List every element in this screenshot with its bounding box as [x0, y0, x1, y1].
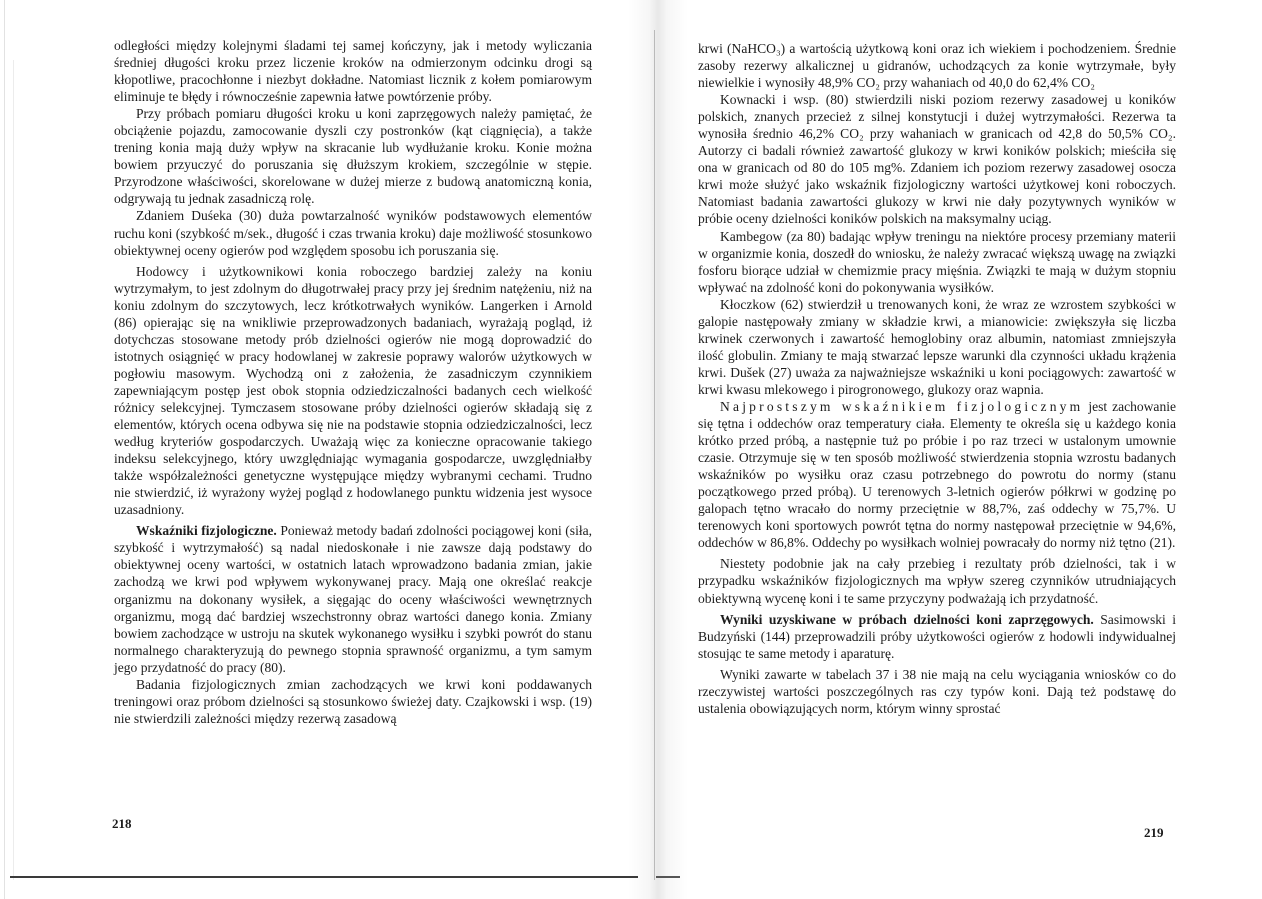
- paragraph: Kłoczkow (62) stwierdził u trenowanych koni, że wraz ze wzrostem szybkości w galopie następowały zmiany w składzie krwi, a mianowicie: zwiększyła się liczba krwinek czerwonych i zawartość hemoglobiny oraz albumin, natomiast zmniejszyła ilość globulin. Zmiany te mają stwarzać lepsze warunki dla czynności układu krążenia krwi. Dušek (27) uważa za najważniejsze wskaźniki u koni pociągowych: zawartość w krwi kwasu mlekowego i pirogronowego, glukozy oraz wapnia.: [698, 296, 1176, 397]
- paragraph-body: Sasimowski i Budzyński (144) przeprowadzili próby użytkowości ogierów z hodowli indywidualnej stosując te same metody i aparaturę.: [698, 611, 1177, 661]
- paragraph: Wyniki zawarte w tabelach 37 i 38 nie mają na celu wyciągania wniosków co do rzeczywistej wartości poszczególnych ras czy typów koni. Dają też podstawę do ustalenia obowiązujących norm, którym winny sprostać: [698, 666, 1176, 716]
- paragraph: krwi (NaHCO₃) a wartością użytkową koni oraz ich wiekiem i pochodzeniem. Średnie zasoby rezerwy alkalicznej u gidranów, uchodzących za konie wytrzymałe, były niewielkie i wynosiły 48,9% CO₂ przy wahaniach od 40,0 do 62,4% CO₂: [698, 41, 1176, 91]
- paragraph-with-heading: [114, 522, 592, 675]
- section-heading: Wyniki uzyskiwane w próbach dzielności koni zaprzęgowych.: [720, 611, 1094, 627]
- paragraph: Przy próbach pomiaru długości kroku u koni zaprzęgowych należy pamiętać, że obciążenie pojazdu, zamocowanie dyszli czy postronków (kąt ciągnięcia), a także trening konia mają duży wpływ na skracanie lub wydłużanie kroku. Konie można bowiem przyuczyć do poruszania się dłuższym krokiem, szczególnie w stępie. Przyrodzone właściwości, skorelowane w dużej mierze z budową anatomiczną konia, odgrywają tu jednak zasadniczą rolę.: [114, 106, 592, 207]
- paragraph: Zdaniem Duśeka (30) duża powtarzalność wyników podstawowych elementów ruchu koni (szybkość m/sek., długość i czas trwania kroku) daje możliwość stosunkowo obiektywnej oceny ogierów pod względem sposobu ich poruszania się.: [114, 208, 592, 258]
- right-page-text: [698, 40, 1176, 717]
- paragraph-body: Ponieważ metody badań zdolności pociągowej koni (siła, szybkość i wytrzymałość) są nadal niedoskonałe i nie zawsze dają podstawy do obiektywnej oceny wartości, w ostatnich latach wprowadzono badania zmian, jakie zachodzą we krwi pod wpływem wykonywanej pracy. Mają one określać reakcje organizmu na dokonany wysiłek, a sięgając do oceny właściwości wewnętrznych organizmu, mogą dać bardziej wszechstronny obraz wartości danego konia. Zmiany bowiem zachodzące w ustroju na skutek wykonanego wysiłku i szybki powrót do stanu normalnego charakteryzują do pewnego stopnia sprawność organizmu, a tym samym jego przydatność do pracy (80).: [114, 523, 592, 675]
- page-number: 219: [1144, 825, 1164, 840]
- paragraph: Kambegow (za 80) badając wpływ treningu na niektóre procesy przemiany materii w organizmie konia, doszedł do wniosku, że należy zwracać większą uwagę na związki fosforu biorące udział w chemizmie pracy mięśnia. Związki te mają w dużym stopniu wpływać na zdolność koni do pokonywania wysiłków.: [698, 228, 1176, 295]
- left-page-text: [114, 37, 592, 727]
- paragraph: Badania fizjologicznych zmian zachodzących we krwi koni poddawanych treningowi oraz próbom dzielności są stosunkowo świeżej daty. Czajkowski i wsp. (19) nie stwierdzili zależności między rezerwą zasadową: [114, 676, 592, 726]
- right-page: [640, 0, 1262, 899]
- paragraph: Hodowcy i użytkownikowi konia roboczego bardziej zależy na koniu wytrzymałym, to jest zdolnym do długotrwałej pracy przy jej średnim natężeniu, niż na koniu zdolnym do szczytowych, lecz krótkotrwałych wyników. Langerken i Arnold (86) opierając się na wnikliwie przeprowadzonych badaniach, wyrażają pogląd, iż dotychczas stosowane metody prób dzielności ogierów nie mogą doprowadzić do istotnych osiągnięć w pracy hodowlanej w zakresie poprawy walorów użytkowych w pogłowiu masowym. Wychodzą oni z założenia, że zasadniczym czynnikiem zapewniającym postęp jest obok stopnia odziedziczalności badanych cech wielkość różnicy selekcyjnej. Tymczasem stosowane próby dzielności ogierów składają się z elementów, których ocena odbywa się nie na podstawie stopnia odziedziczalności, lecz według kryteriów gospodarczych. Uważają więc za konieczne opracowanie takiego indeksu selekcyjnego, który uwzględniając wymagania gospodarcze, uwzględniałby także współzależności genetyczne występujące między wybranymi cechami. Trudno nie stwierdzić, iż wyrażony wyżej pogląd z hodowlanego punktu widzenia jest wysoce uzasadniony.: [114, 263, 592, 518]
- page-number: 218: [112, 816, 132, 831]
- paragraph: Kownacki i wsp. (80) stwierdzili niski poziom rezerwy zasadowej u koników polskich, znanych przecież z silnej konstytucji i dużej wytrzymałości. Rezerwa ta wynosiła średnio 46,2% CO₂ przy wahaniach w granicach od 42,8 do 50,5% CO₂. Autorzy ci badali również zawartość glukozy w krwi koników polskich; mieściła się ona w granicach od 80 do 105 mg%. Zdaniem ich poziom rezerwy zasadowej osocza krwi może służyć jako wskaźnik fizjologiczny wartości użytkowej koni roboczych. Natomiast badania zawartości glukozy w krwi nie dały pozytywnych wyników w próbie oceny dzielności koników polskich na maksymalny uciąg.: [698, 92, 1176, 227]
- paragraph-with-heading: [698, 611, 1176, 662]
- section-heading: Wskaźniki fizjologiczne.: [136, 523, 277, 539]
- paragraph: odległości między kolejnymi śladami tej samej kończyny, jak i metody wyliczania średniej długości kroku przez liczenie kroków na odmierzonym odcinku drogi są kłopotliwe, pracochłonne i niezbyt dokładne. Natomiast licznik z kołem pomiarowym eliminuje te błędy i równocześnie zapewnia łatwe powtórzenie próby.: [114, 38, 592, 105]
- paragraph-with-spaced-lead: [698, 398, 1176, 551]
- paragraph: Niestety podobnie jak na cały przebieg i rezultaty prób dzielności, tak i w przypadku wskaźników fizjologicznych ma wpływ szereg czynników utrudniających obiektywną wycenę koni i te same przyczyny podważają ich przydatność.: [698, 556, 1176, 606]
- spaced-emphasis: Najprostszym wskaźnikiem fizjologicznym: [720, 398, 1084, 414]
- paragraph-body: jest zachowanie się tętna i oddechów oraz temperatury ciała. Elementy te określa się u każdego konia krótko przed próbą, a następnie tuż po próbie i po raz trzeci w ustalonym umownie czasie. Otrzymuje się w ten sposób możliwość stwierdzenia stopnia wzrostu badanych wskaźników po wysiłku oraz czasu potrzebnego do powrotu do normy (stanu początkowego przed próbą). U terenowych 3-letnich ogierów półkrwi w godzinę po galopach tętno wracało do normy przeciętnie w 88,7%, zaś oddechy w 75,7%. U terenowych koni sportowych powrót tętna do normy następował przeciętnie w 94,6%, oddechów w 86,8%. Oddechy po wysiłkach wolniej powracały do normy niż tętno (21).: [698, 398, 1176, 551]
